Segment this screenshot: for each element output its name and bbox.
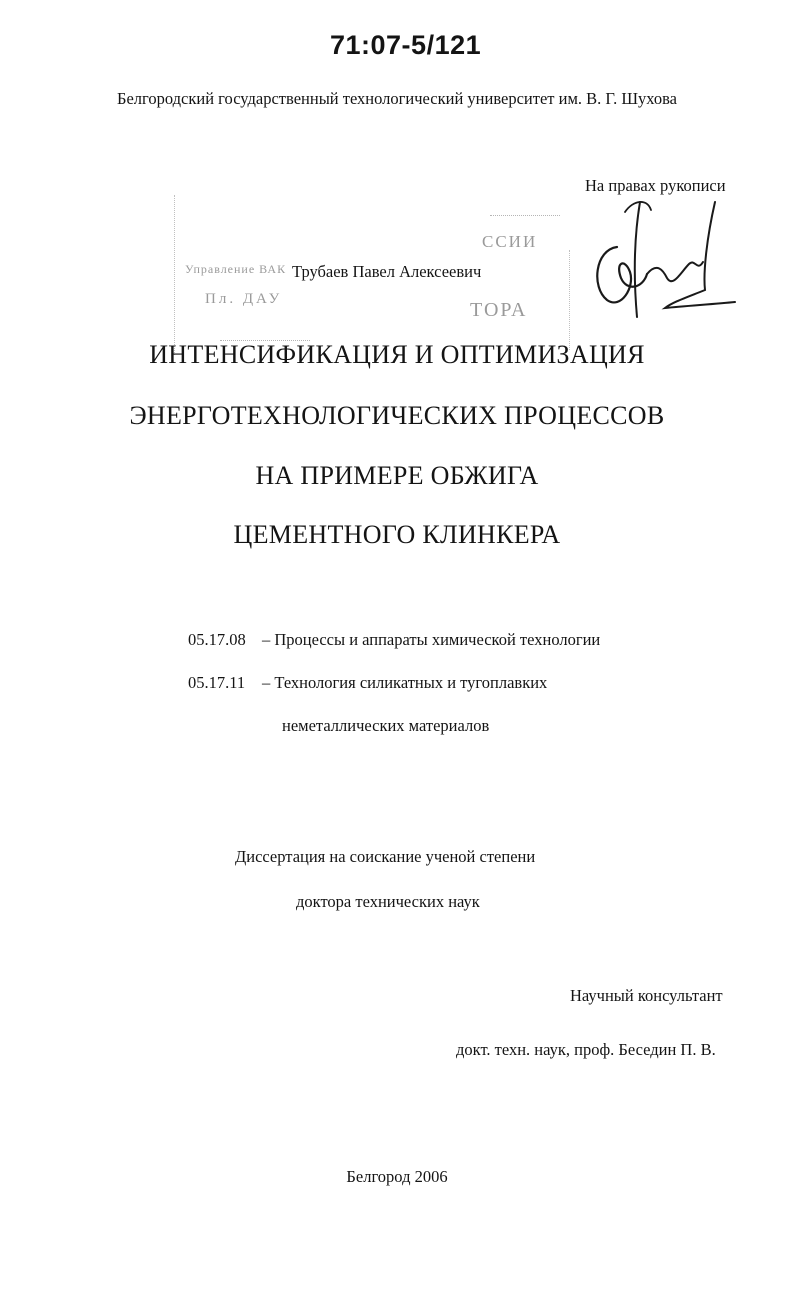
manuscript-rights: На правах рукописи — [585, 176, 726, 195]
stamp-fragment: Пл. ДАУ — [205, 291, 283, 307]
title-line-4: ЦЕМЕНТНОГО КЛИНКЕРА — [233, 520, 561, 549]
consultant-name: докт. техн. наук, проф. Беседин П. В. — [456, 1040, 716, 1059]
document-code: 71:07-5/121 — [330, 30, 482, 60]
specialty-code: 05.17.11 — [188, 673, 246, 692]
title-line-3: НА ПРИМЕРЕ ОБЖИГА — [255, 461, 539, 490]
dissertation-type: Диссертация на соискание ученой степени — [235, 847, 536, 866]
consultant-label: Научный консультант — [570, 986, 723, 1005]
signature-stroke — [665, 202, 735, 308]
stamp-border — [174, 195, 176, 355]
specialty-code: 05.17.08 — [188, 630, 246, 649]
stamp-fragment: Управление ВАК — [185, 262, 287, 276]
place-year: Белгород 2006 — [346, 1167, 448, 1186]
signature-stroke — [635, 202, 640, 317]
stamp-fragment: ТОРА — [470, 299, 528, 321]
university-name: Белгородский государственный технологический университет им. В. Г. Шухова — [117, 89, 677, 108]
title-line-2: ЭНЕРГОТЕХНОЛОГИЧЕСКИХ ПРОЦЕССОВ — [129, 401, 665, 430]
signature-stroke — [597, 247, 647, 302]
signature-image — [585, 192, 745, 327]
degree: доктора технических наук — [296, 892, 480, 911]
specialty-name: – Технология силикатных и тугоплавких — [262, 673, 548, 692]
stamp-border — [490, 215, 560, 216]
signature-stroke — [647, 262, 703, 281]
title-line-1: ИНТЕНСИФИКАЦИЯ И ОПТИМИЗАЦИЯ — [149, 340, 645, 369]
specialty-name-continued: неметаллических материалов — [282, 716, 490, 735]
stamp-border — [569, 250, 571, 350]
stamp-fragment: ССИИ — [482, 232, 538, 251]
specialty-name: – Процессы и аппараты химической технологии — [262, 630, 601, 649]
author-name: Трубаев Павел Алексеевич — [292, 262, 482, 281]
